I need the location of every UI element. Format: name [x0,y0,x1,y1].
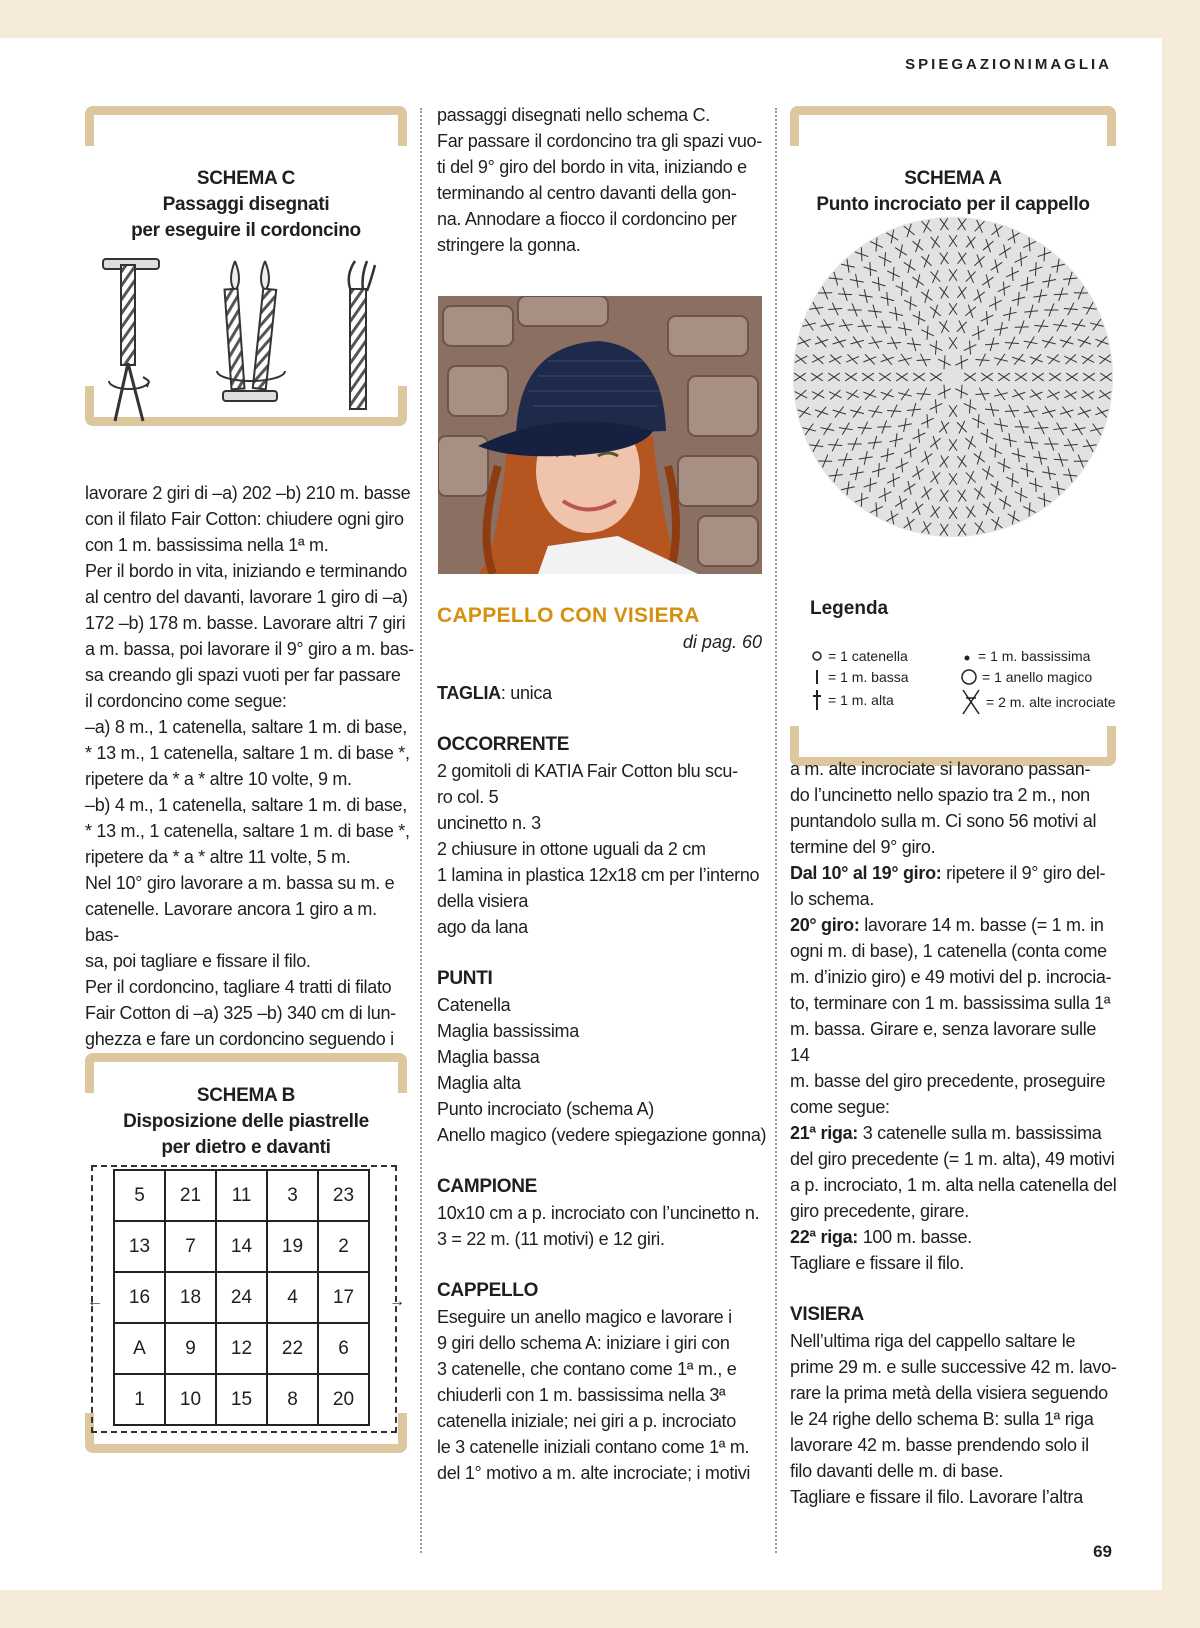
column-divider [775,108,777,1553]
tile-cell: 20 [318,1374,369,1425]
tile-row [114,1221,369,1272]
schema-a-subtitle: Punto incrociato per il cappello [816,194,1090,215]
tile-row [114,1272,369,1323]
schema-c-subtitle: Passaggi disegnati [162,194,330,215]
tile-row [114,1170,369,1221]
legend-item: = 2 m. alte incrociate [960,688,1116,716]
legend-item: = 1 m. alta [810,688,894,712]
tile-cell: A [114,1323,165,1374]
magazine-page [0,38,1162,1590]
column-3-text: a m. alte incrociate si lavorano passan- do l’uncinetto nello spazio tra 2 m., non puntandolo sulla m. Ci sono 56 motivi al termine del 9° giro. Dal 10° al 19° giro: ripetere il 9° giro del- lo schema. 20° giro: lavorare 14 m. basse (= 1 m. in ogni m. di base), 1 catenella (conta come m. d’inizio giro) e 49 motivi del p. incrocia- to, terminare con 1 m. bassissima sulla 1ª m. bassa. Girare e, senza lavorare sulle 14 m. basse del giro precedente, proseguire come segue: 21ª riga: 3 catenelle sulla m. bassissima del giro precedente (= 1 m. alta), 49 motivi a p. incrociato, 1 m. alta nella catenella del giro precedente, girare. 22ª riga: 100 m. basse. Tagliare e fissare il filo. VISIERA Nell’ultima riga del cappello saltare le prime 29 m. e sulle successive 42 m. lavo- rare la prima metà della visiera seguendo le 24 righe dello schema B: sulla 1ª riga lavorare 42 m. basse prendendo solo il filo davanti delle m. di base. Tagliare e fissare il filo. Lavorare l’altra [790,759,1117,1507]
crossed-stitches-symbol-icon [960,688,982,716]
legend-item: = 1 anello magico [960,668,1092,686]
legend-item: = 1 catenella [810,648,908,664]
tile-cell: 12 [216,1323,267,1374]
schema-b-subtitle: per dietro e davanti [161,1137,331,1158]
column-divider [420,108,422,1553]
tile-cell: 3 [267,1170,318,1221]
tile-cell: 1 [114,1374,165,1425]
tile-cell: 9 [165,1323,216,1374]
chain-symbol-icon [810,649,824,663]
tile-cell: 18 [165,1272,216,1323]
tile-cell: 2 [318,1221,369,1272]
section-header: SPIEGAZIONIMAGLIA [905,56,1112,73]
legend-title: Legenda [810,598,889,619]
tile-cell: 21 [165,1170,216,1221]
tile-cell: 22 [267,1323,318,1374]
schema-a-box [790,106,1116,766]
tile-cell: 7 [165,1221,216,1272]
schema-b-subtitle: Disposizione delle piastrelle [123,1111,369,1132]
tile-cell: 16 [114,1272,165,1323]
arrow-right-icon: → [389,1293,405,1310]
legend-item: = 1 m. bassissima [960,648,1090,664]
schema-c-subtitle: per eseguire il cordoncino [131,220,361,241]
tile-cell: 5 [114,1170,165,1221]
tile-cell: 4 [267,1272,318,1323]
tile-cell: 6 [318,1323,369,1374]
schema-a-title: SCHEMA A [904,168,1002,189]
tile-cell: 17 [318,1272,369,1323]
single-crochet-symbol-icon [810,668,824,686]
tile-row [114,1323,369,1374]
column-2-body: TAGLIA: unica OCCORRENTE 2 gomitoli di KATIA Fair Cotton blu scu- ro col. 5 uncinetto n. 3 2 chiusure in ottone uguali da 2 cm 1 lamina in plastica 12x18 cm per l’interno della visiera ago da lana PUNTI Catenella Maglia bassissima Maglia bassa Maglia alta Punto incrociato (schema A) Anello magico (vedere spiegazione gonna) CAMPIONE 10x10 cm a p. incrociato con l’uncinetto n. 3 = 22 m. (11 motivi) e 12 giri. CAPPELLO Eseguire un anello magico e lavorare i 9 giri dello schema A: iniziare i giri con 3 catenelle, che contano come 1ª m., e chiuderli con 1 m. bassissima nella 3ª catenella iniziale; nei giri a p. incrociato le 3 catenelle iniziali contano come 1ª m. del 1° motivo a m. alte incrociate; i motivi [437,683,767,1483]
tile-grid [113,1169,370,1426]
double-crochet-symbol-icon [810,688,824,712]
tile-cell: 19 [267,1221,318,1272]
slip-stitch-symbol-icon [960,649,974,663]
column-2-top-text: passaggi disegnati nello schema C. Far passare il cordoncino tra gli spazi vuo- ti del 9° giro del bordo in vita, iniziando e terminando al centro davanti della gon- na. Annodare a fiocco il cordoncino per stringere la gonna. [437,105,762,255]
tile-cell: 24 [216,1272,267,1323]
schema-c-box [85,106,407,426]
page-number: 69 [1093,1542,1112,1561]
tile-cell: 8 [267,1374,318,1425]
crochet-chart [792,216,1114,538]
tile-cell: 15 [216,1374,267,1425]
tile-cell: 23 [318,1170,369,1221]
tile-row [114,1374,369,1425]
page-reference: di pag. 60 [682,632,762,652]
schema-b-box [85,1053,407,1453]
tile-cell: 11 [216,1170,267,1221]
pattern-title: CAPPELLO CON VISIERA [437,604,700,627]
hat-photo [438,296,762,574]
tile-cell: 10 [165,1374,216,1425]
arrow-left-icon: ← [87,1293,103,1310]
legend-item: = 1 m. bassa [810,668,909,686]
tile-cell: 14 [216,1221,267,1272]
cord-diagram [95,251,395,431]
schema-c-title: SCHEMA C [196,168,296,189]
schema-b-title: SCHEMA B [196,1085,296,1106]
magic-ring-symbol-icon [960,668,978,686]
column-1-text: lavorare 2 giri di –a) 202 –b) 210 m. basse con il filato Fair Cotton: chiudere ogni giro con 1 m. bassissima nella 1ª m. Per il bordo in vita, iniziando e terminando al centro del davanti, lavorare 1 giro di –a) 172 –b) 178 m. basse. Lavorare altri 7 giri a m. bassa, poi lavorare il 9° giro a m. bas- sa creando gli spazi vuoti per far passare il cordoncino come segue: –a) 8 m., 1 catenella, saltare 1 m. di base, * 13 m., 1 catenella, saltare 1 m. di base *, ripetere da * a * altre 10 volte, 9 m. –b) 4 m., 1 catenella, saltare 1 m. di base, * 13 m., 1 catenella, saltare 1 m. di base *, ripetere da * a * altre 11 volte, 5 m. Nel 10° giro lavorare a m. bassa su m. e catenelle. Lavorare ancora 1 giro a m. bas- sa, poi tagliare e fissare il filo. Per il cordoncino, tagliare 4 tratti di filato Fair Cotton di –a) 325 –b) 340 cm di lun- ghezza e fare un cordoncino seguendo i [85,483,414,1049]
tile-cell: 13 [114,1221,165,1272]
